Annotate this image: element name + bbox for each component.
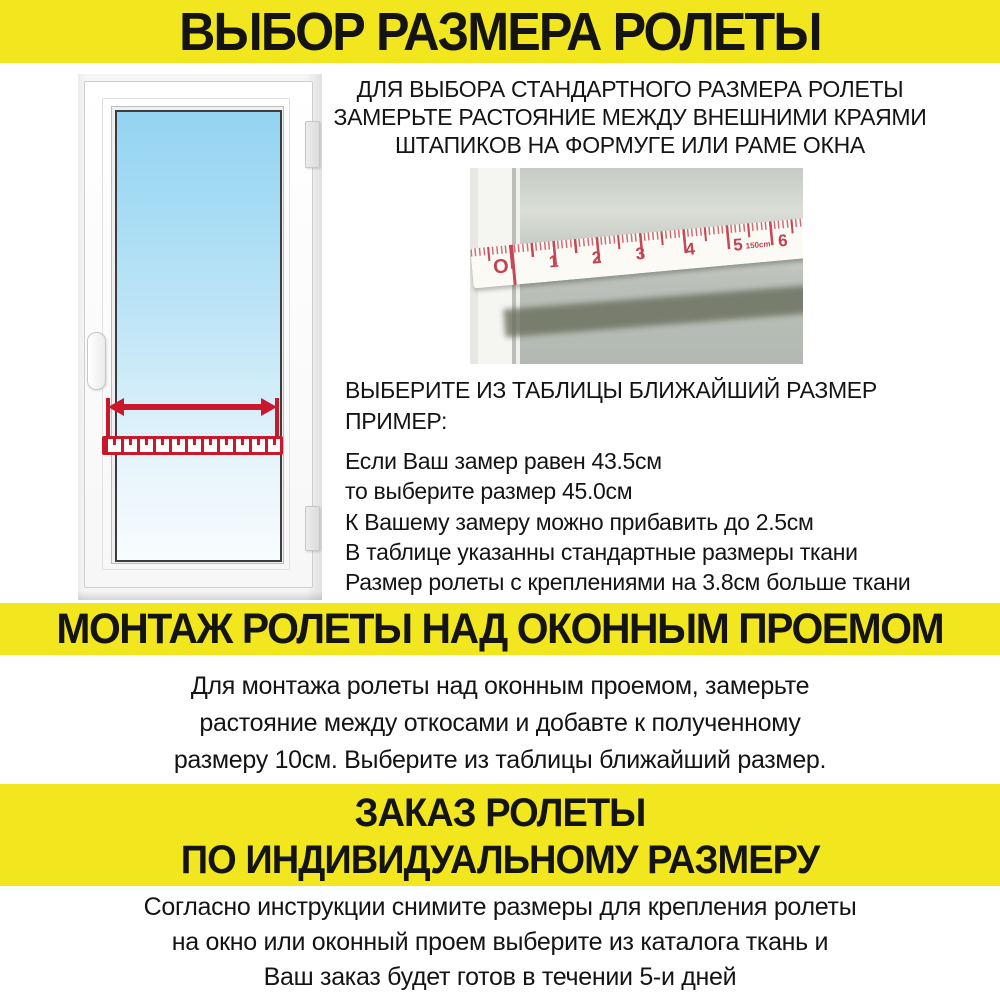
banner-order-title-line2: ПО ИНДИВИДУАЛЬНОМУ РАЗМЕРУ [180,837,820,882]
montage-line: размеру 10см. Выберите из таблицы ближайший размер. [173,746,827,774]
tape-number: 3 [634,243,646,264]
example-line: Если Ваш замер равен 43.5см [345,448,662,474]
tape-number: 5 [732,234,744,255]
tape-number: 2 [590,247,603,268]
measurement-section [0,63,1000,603]
window-handle-icon [87,332,106,390]
intro-line: ЗАМЕРЬТЕ РАСТОЯНИЕ МЕЖДУ ВНЕШНИМИ КРАЯМИ [333,104,927,130]
hint-line: ПРИМЕР: [345,408,448,434]
tape-zero-line [510,245,517,285]
montage-line: растояние между откосами и добавте к полученному [199,709,801,737]
banner-montage [0,603,1000,655]
order-text [0,890,1000,994]
banner-size-selection-title: ВЫБОР РАЗМЕРА РОЛЕТЫ [179,1,821,62]
example-line: В таблице указанны стандартные размеры ткани [345,538,858,565]
banner-order-title-line1: ЗАКАЗ РОЛЕТЫ [354,790,646,835]
hint-line: ВЫБЕРИТЕ ИЗ ТАБЛИЦЫ БЛИЖАЙШИЙ РАЗМЕР [345,377,877,403]
tape-measure-photo [470,168,803,364]
table-hint-text [345,375,985,437]
tape-number: 6 [777,230,789,251]
banner-montage-title: МОНТАЖ РОЛЕТЫ НАД ОКОННЫМ ПРОЕМОМ [56,604,944,653]
width-measure-arrow [120,404,265,410]
example-text [345,446,995,597]
intro-line: ДЛЯ ВЫБОРА СТАНДАРТНОГО РАЗМЕРА РОЛЕТЫ [356,76,904,102]
tape-number: O [492,255,510,279]
window-hinge-bottom-icon [305,506,320,551]
order-line: на окно или оконный проем выберите из каталога ткань и [171,928,829,956]
window-glass [115,110,282,562]
banner-order [0,784,1000,886]
tape-number: 4 [684,239,696,260]
order-line: Согласно инструкции снимите размеры для крепления ролеты [143,893,857,921]
example-line: К Вашему замеру можно прибавить до 2.5см [345,508,814,535]
intro-text [290,75,970,159]
banner-size-selection [0,0,1000,63]
tape-comb-graphic [102,436,283,455]
intro-line: ШТАПИКОВ НА ФОРМУГЕ ИЛИ РАМЕ ОКНА [395,132,865,158]
example-line: Размер ролеты с креплениями на 3.8см больше ткани [345,569,911,596]
window-illustration [78,74,322,600]
order-line: Ваш заказ будет готов в течении 5-и дней [263,963,737,991]
tape-unit-label: 150cm [745,239,771,251]
example-line: то выберите размер 45.0см [345,478,633,505]
montage-text [0,668,1000,779]
tape-number: 1 [548,251,560,272]
montage-line: Для монтажа ролеты над оконным проемом, замерьте [190,672,810,700]
